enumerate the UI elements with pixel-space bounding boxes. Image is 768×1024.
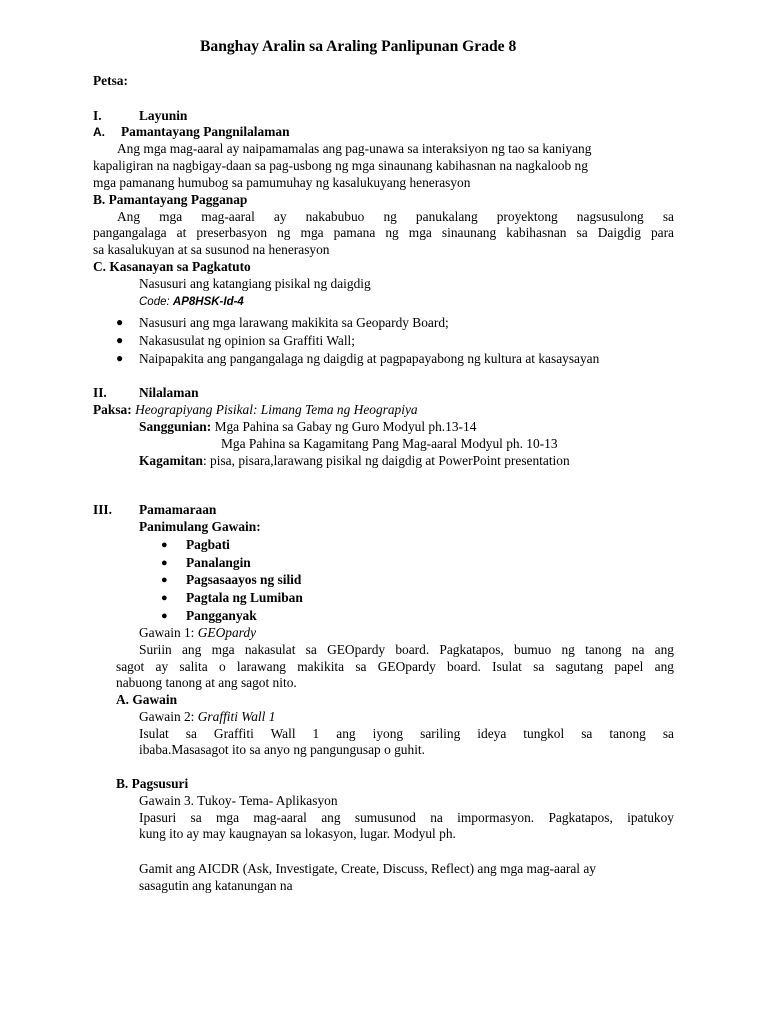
gawain-1-label: Gawain 1: — [139, 625, 198, 640]
pagsusuri-heading: B. Pagsusuri — [116, 776, 189, 791]
section-2-heading: Nilalaman — [139, 385, 199, 400]
panimula-heading: Panimulang Gawain: — [139, 519, 261, 534]
bullet-icon: ● — [161, 539, 168, 551]
gawain-1-line — [139, 624, 256, 642]
code-line — [139, 294, 244, 312]
aicdr-text-1: Gamit ang AICDR (Ask, Investigate, Create, Discuss, Reflect) ang mga mag-aaral ay — [139, 861, 597, 876]
gawain-2-label: Gawain 2: — [139, 709, 198, 724]
subsection-a-letter: A. — [93, 125, 105, 139]
kasanayan-bullet-2: Nakasusulat ng opinion sa Graffiti Wall; — [139, 333, 355, 348]
section-3-heading: Pamamaraan — [139, 502, 217, 517]
panimula-item-1: Pagbati — [186, 537, 230, 552]
paksa-label: Paksa: — [93, 402, 132, 417]
kasanayan-bullet-1: Nasusuri ang mga larawang makikita sa Geopardy Board; — [139, 315, 449, 330]
kagamitan-value: : pisa, pisara,larawang pisikal ng daigdig at PowerPoint presentation — [202, 453, 570, 468]
gawain-1-text-3: nabuong tanong at ang sagot nito. — [116, 675, 297, 690]
bullet-icon: ● — [116, 333, 124, 347]
aicdr-text-2: sasagutin ang katanungan na — [139, 878, 293, 893]
panimula-item-2: Panalangin — [186, 555, 251, 570]
sanggunian-label: Sanggunian: — [139, 419, 212, 434]
gawain-2-title: Graffiti Wall 1 — [197, 709, 276, 724]
pangnilalaman-line-3: mga pamanang humubog sa pamumuhay ng kasalukuyang henerasyon — [93, 175, 471, 190]
section-3-number: III. — [93, 502, 112, 517]
pagganap-line-3: sa kasalukuyan at sa susunod na henerasyon — [93, 242, 330, 257]
gawain-2-text-2: ibaba.Masasagot ito sa anyo ng pangungusap o guhit. — [139, 742, 425, 757]
sanggunian-value-1: Mga Pahina sa Gabay ng Guro Modyul ph.13-14 — [214, 419, 477, 434]
section-2-number: II. — [93, 385, 107, 400]
paksa-value: Heograpiyang Pisikal: Limang Tema ng Heograpiya — [135, 402, 418, 417]
bullet-icon: ● — [161, 557, 168, 569]
bullet-icon: ● — [161, 592, 168, 604]
panimula-item-4: Pagtala ng Lumiban — [186, 590, 303, 605]
bullet-icon: ● — [161, 574, 168, 586]
pangnilalaman-line-1: Ang mga mag-aaral ay naipamamalas ang pag-unawa sa interaksiyon ng tao sa kaniyang — [117, 141, 592, 156]
kagamitan-line — [139, 452, 570, 470]
subsection-b-heading: B. Pamantayang Pagganap — [93, 192, 248, 207]
gawain-2-text-1: Isulat sa Graffiti Wall 1 ang iyong sariling ideya tungkol sa tanong sa — [139, 726, 674, 741]
sanggunian-value-2: Mga Pahina sa Kagamitang Pang Mag-aaral Modyul ph. 10-13 — [221, 436, 558, 451]
gawain-3-text-2: kung ito ay may kaugnayan sa lokasyon, lugar. Modyul ph. — [139, 826, 456, 841]
section-1-number: I. — [93, 108, 102, 123]
gawain-heading: A. Gawain — [116, 692, 178, 707]
pangnilalaman-line-2: kapaligiran na nagbigay-daan sa pag-usbong ng mga sinaunang kabihasnan na nagkaloob ng — [93, 158, 588, 173]
section-1-heading: Layunin — [139, 108, 188, 123]
subsection-c-heading: C. Kasanayan sa Pagkatuto — [93, 259, 251, 274]
subsection-a-heading: Pamantayang Pangnilalaman — [121, 124, 290, 139]
code-value: AP8HSK-Id-4 — [172, 296, 244, 308]
kasanayan-bullet-3: Naipapakita ang pangangalaga ng daigdig at pagpapayabong ng kultura at kasaysayan — [139, 351, 600, 366]
gawain-3-line: Gawain 3. Tukoy- Tema- Aplikasyon — [139, 793, 338, 808]
petsa-label: Petsa: — [93, 73, 128, 88]
gawain-1-text-2: sagot ay salita o larawang makikita sa GEOpardy board. Isulat sa sagutang papel ang — [116, 659, 674, 674]
pagganap-line-1: Ang mga mag-aaral ay nakabubuo ng panukalang proyektong nagsusulong sa — [117, 209, 674, 224]
gawain-1-title: GEOpardy — [197, 625, 257, 640]
gawain-3-text-1: Ipasuri sa mga mag-aaral ang sumusunod na impormasyon. Pagkatapos, ipatukoy — [139, 810, 674, 825]
bullet-icon: ● — [116, 351, 124, 365]
sanggunian-line — [139, 418, 476, 436]
panimula-item-5: Pangganyak — [186, 608, 257, 623]
panimula-item-3: Pagsasaayos ng silid — [186, 572, 302, 587]
bullet-icon: ● — [161, 610, 168, 622]
paksa-line — [93, 401, 418, 419]
bullet-icon: ● — [116, 315, 124, 329]
gawain-1-text-1: Suriin ang mga nakasulat sa GEOpardy board. Pagkatapos, bumuo ng tanong na ang — [139, 642, 674, 657]
document-title: Banghay Aralin sa Araling Panlipunan Grade 8 — [200, 38, 517, 55]
gawain-2-line — [139, 708, 275, 726]
kasanayan-text: Nasusuri ang katangiang pisikal ng daigdig — [139, 276, 371, 291]
kagamitan-label: Kagamitan — [139, 453, 203, 468]
code-label: Code: — [139, 296, 173, 308]
pagganap-line-2: pangangalaga at preserbasyon ng mga pamana ng mga sinaunang kabihasnan sa Daigdig para — [93, 225, 674, 240]
